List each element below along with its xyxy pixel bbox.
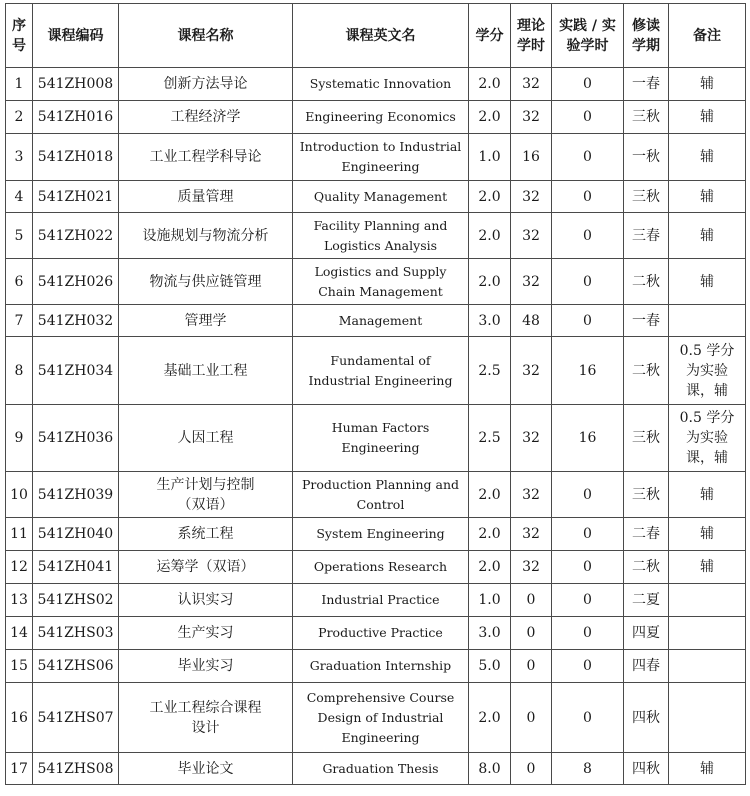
cell-practice-hours: 0 [552,134,624,181]
cell-seq: 4 [6,181,33,213]
cell-credit: 2.0 [469,551,511,584]
cell-name-cn: 工业工程综合课程 设计 [119,683,293,753]
cell-code: 541ZH041 [33,551,119,584]
cell-theory-hours: 32 [511,337,552,405]
cell-theory-hours: 48 [511,305,552,337]
cell-practice-hours: 0 [552,551,624,584]
cell-remark [669,584,746,617]
table-row [6,650,746,683]
cell-theory-hours: 0 [511,650,552,683]
cell-code: 541ZH040 [33,518,119,551]
cell-credit: 2.0 [469,259,511,305]
cell-practice-hours: 0 [552,259,624,305]
cell-term: 三秋 [624,472,669,518]
cell-remark: 辅 [669,101,746,134]
cell-remark [669,683,746,753]
table-row [6,551,746,584]
header-remark: 备注 [669,4,746,68]
cell-practice-hours: 0 [552,518,624,551]
cell-name-en: Logistics and Supply Chain Management [293,259,469,305]
table-header-row [6,4,746,68]
header-name-en: 课程英文名 [293,4,469,68]
cell-theory-hours: 32 [511,101,552,134]
cell-remark: 辅 [669,472,746,518]
cell-name-en: Introduction to Industrial Engineering [293,134,469,181]
cell-seq: 7 [6,305,33,337]
cell-code: 541ZH039 [33,472,119,518]
cell-remark: 辅 [669,213,746,259]
cell-code: 541ZHS03 [33,617,119,650]
cell-remark: 辅 [669,259,746,305]
cell-practice-hours: 8 [552,753,624,785]
cell-name-en: Management [293,305,469,337]
cell-practice-hours: 16 [552,405,624,472]
cell-term: 四春 [624,650,669,683]
cell-seq: 12 [6,551,33,584]
table-row [6,584,746,617]
cell-code: 541ZHS06 [33,650,119,683]
cell-remark: 0.5 学分 为实验 课，辅 [669,337,746,405]
cell-name-cn: 毕业实习 [119,650,293,683]
cell-name-cn: 运筹学（双语） [119,551,293,584]
cell-theory-hours: 0 [511,753,552,785]
cell-credit: 1.0 [469,584,511,617]
cell-credit: 8.0 [469,753,511,785]
cell-practice-hours: 0 [552,472,624,518]
table-row [6,405,746,472]
table-row [6,213,746,259]
cell-theory-hours: 32 [511,551,552,584]
cell-seq: 11 [6,518,33,551]
cell-practice-hours: 0 [552,68,624,101]
cell-code: 541ZH022 [33,213,119,259]
course-table [5,3,746,785]
cell-code: 541ZH016 [33,101,119,134]
cell-practice-hours: 0 [552,305,624,337]
cell-name-cn: 认识实习 [119,584,293,617]
cell-name-en: Systematic Innovation [293,68,469,101]
cell-credit: 2.0 [469,683,511,753]
header-practice-hours: 实践 / 实 验学时 [552,4,624,68]
table-body [6,68,746,785]
cell-code: 541ZHS07 [33,683,119,753]
cell-code: 541ZH036 [33,405,119,472]
cell-credit: 1.0 [469,134,511,181]
cell-seq: 6 [6,259,33,305]
cell-code: 541ZH021 [33,181,119,213]
cell-seq: 13 [6,584,33,617]
cell-practice-hours: 0 [552,584,624,617]
cell-term: 三秋 [624,405,669,472]
table-row [6,259,746,305]
table-row [6,68,746,101]
cell-remark: 辅 [669,68,746,101]
cell-term: 二春 [624,518,669,551]
cell-theory-hours: 0 [511,617,552,650]
cell-code: 541ZH018 [33,134,119,181]
cell-practice-hours: 16 [552,337,624,405]
header-theory-hours: 理论 学时 [511,4,552,68]
cell-remark: 辅 [669,134,746,181]
cell-theory-hours: 32 [511,181,552,213]
cell-remark: 0.5 学分 为实验 课，辅 [669,405,746,472]
table-row [6,683,746,753]
cell-practice-hours: 0 [552,617,624,650]
cell-credit: 2.0 [469,181,511,213]
cell-name-en: Industrial Practice [293,584,469,617]
table-row [6,518,746,551]
cell-name-en: Productive Practice [293,617,469,650]
cell-name-cn: 生产实习 [119,617,293,650]
cell-practice-hours: 0 [552,101,624,134]
cell-name-cn: 质量管理 [119,181,293,213]
cell-practice-hours: 0 [552,683,624,753]
cell-name-cn: 物流与供应链管理 [119,259,293,305]
cell-remark: 辅 [669,753,746,785]
cell-term: 一秋 [624,134,669,181]
cell-name-en: System Engineering [293,518,469,551]
table-row [6,101,746,134]
cell-practice-hours: 0 [552,650,624,683]
cell-credit: 2.0 [469,213,511,259]
cell-term: 四秋 [624,753,669,785]
cell-credit: 2.5 [469,337,511,405]
cell-name-cn: 管理学 [119,305,293,337]
cell-seq: 5 [6,213,33,259]
cell-term: 二秋 [624,259,669,305]
cell-remark [669,650,746,683]
cell-remark: 辅 [669,181,746,213]
course-table-page [5,3,745,785]
cell-name-en: Production Planning and Control [293,472,469,518]
table-row [6,617,746,650]
table-row [6,753,746,785]
cell-name-cn: 系统工程 [119,518,293,551]
cell-term: 二秋 [624,551,669,584]
cell-credit: 3.0 [469,305,511,337]
cell-name-cn: 基础工业工程 [119,337,293,405]
cell-name-cn: 工程经济学 [119,101,293,134]
cell-name-en: Comprehensive Course Design of Industrial Engineering [293,683,469,753]
cell-seq: 17 [6,753,33,785]
cell-name-cn: 生产计划与控制 （双语） [119,472,293,518]
cell-term: 四夏 [624,617,669,650]
cell-theory-hours: 32 [511,405,552,472]
cell-theory-hours: 32 [511,68,552,101]
cell-name-cn: 毕业论文 [119,753,293,785]
cell-practice-hours: 0 [552,181,624,213]
cell-theory-hours: 32 [511,259,552,305]
cell-name-en: Graduation Internship [293,650,469,683]
cell-term: 四秋 [624,683,669,753]
cell-name-en: Fundamental of Industrial Engineering [293,337,469,405]
cell-seq: 15 [6,650,33,683]
cell-term: 一春 [624,305,669,337]
cell-code: 541ZHS02 [33,584,119,617]
cell-name-cn: 人因工程 [119,405,293,472]
cell-code: 541ZHS08 [33,753,119,785]
cell-theory-hours: 0 [511,584,552,617]
header-code: 课程编码 [33,4,119,68]
cell-name-cn: 工业工程学科导论 [119,134,293,181]
cell-seq: 2 [6,101,33,134]
cell-seq: 10 [6,472,33,518]
table-row [6,337,746,405]
cell-term: 三春 [624,213,669,259]
header-seq: 序 号 [6,4,33,68]
cell-term: 二夏 [624,584,669,617]
cell-remark: 辅 [669,518,746,551]
cell-code: 541ZH032 [33,305,119,337]
cell-credit: 2.0 [469,101,511,134]
cell-remark [669,305,746,337]
cell-theory-hours: 32 [511,518,552,551]
header-term: 修读 学期 [624,4,669,68]
cell-theory-hours: 32 [511,472,552,518]
table-row [6,472,746,518]
cell-credit: 5.0 [469,650,511,683]
table-row [6,181,746,213]
cell-name-en: Quality Management [293,181,469,213]
cell-remark [669,617,746,650]
cell-seq: 16 [6,683,33,753]
cell-name-en: Operations Research [293,551,469,584]
cell-name-en: Human Factors Engineering [293,405,469,472]
cell-credit: 2.0 [469,472,511,518]
cell-practice-hours: 0 [552,213,624,259]
cell-term: 一春 [624,68,669,101]
cell-theory-hours: 16 [511,134,552,181]
table-row [6,134,746,181]
cell-name-en: Engineering Economics [293,101,469,134]
cell-code: 541ZH008 [33,68,119,101]
cell-credit: 2.0 [469,68,511,101]
cell-name-cn: 创新方法导论 [119,68,293,101]
header-name-cn: 课程名称 [119,4,293,68]
cell-credit: 3.0 [469,617,511,650]
cell-term: 三秋 [624,181,669,213]
cell-seq: 8 [6,337,33,405]
cell-seq: 1 [6,68,33,101]
cell-theory-hours: 0 [511,683,552,753]
cell-seq: 3 [6,134,33,181]
cell-term: 二秋 [624,337,669,405]
cell-code: 541ZH026 [33,259,119,305]
cell-seq: 14 [6,617,33,650]
cell-name-en: Graduation Thesis [293,753,469,785]
table-row [6,305,746,337]
cell-theory-hours: 32 [511,213,552,259]
cell-remark: 辅 [669,551,746,584]
cell-credit: 2.5 [469,405,511,472]
cell-credit: 2.0 [469,518,511,551]
cell-code: 541ZH034 [33,337,119,405]
cell-seq: 9 [6,405,33,472]
header-credit: 学分 [469,4,511,68]
cell-name-cn: 设施规划与物流分析 [119,213,293,259]
cell-name-en: Facility Planning and Logistics Analysis [293,213,469,259]
cell-term: 三秋 [624,101,669,134]
